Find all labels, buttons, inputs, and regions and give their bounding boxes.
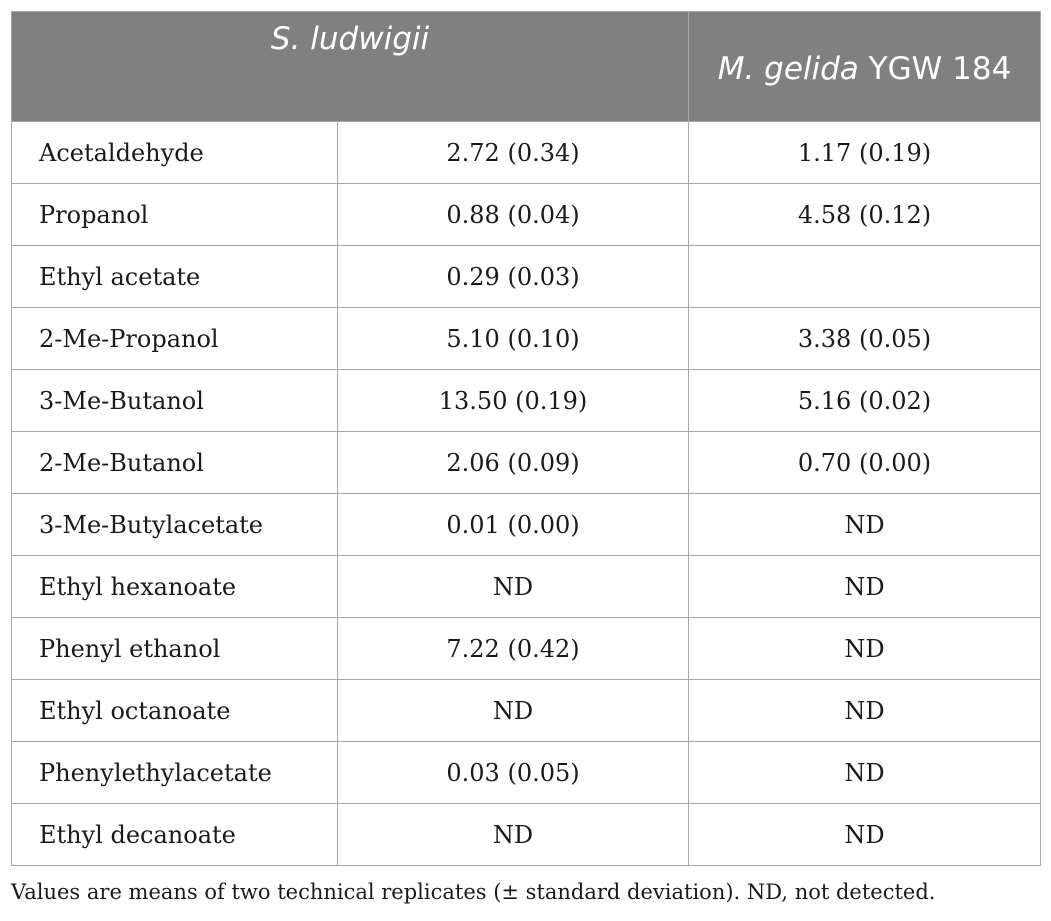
s-ludwigii-value-cell: ND bbox=[338, 680, 689, 742]
m-gelida-value-cell: ND bbox=[689, 680, 1041, 742]
table-row bbox=[12, 184, 1041, 246]
s-ludwigii-value-cell: 0.03 (0.05) bbox=[338, 742, 689, 804]
m-gelida-value-cell: ND bbox=[689, 742, 1041, 804]
compound-name-cell: Ethyl hexanoate bbox=[12, 556, 338, 618]
s-ludwigii-value-cell: 0.01 (0.00) bbox=[338, 494, 689, 556]
table-row bbox=[12, 122, 1041, 184]
header-s-ludwigii bbox=[12, 12, 689, 122]
m-gelida-value-cell: 4.58 (0.12) bbox=[689, 184, 1041, 246]
compound-name-cell: Ethyl acetate bbox=[12, 246, 338, 308]
header-row bbox=[12, 12, 1041, 122]
header-s-ludwigii-species: S. ludwigii bbox=[270, 21, 430, 57]
table-footnote: Values are means of two technical replicates (± standard deviation). ND, not detected. bbox=[11, 880, 936, 904]
s-ludwigii-value-cell: ND bbox=[338, 556, 689, 618]
s-ludwigii-value-cell: 5.10 (0.10) bbox=[338, 308, 689, 370]
table-row bbox=[12, 556, 1041, 618]
table-row bbox=[12, 804, 1041, 866]
m-gelida-value-cell: 1.17 (0.19) bbox=[689, 122, 1041, 184]
table-row bbox=[12, 618, 1041, 680]
s-ludwigii-value-cell: 13.50 (0.19) bbox=[338, 370, 689, 432]
table-row bbox=[12, 742, 1041, 804]
header-m-gelida-species: M. gelida bbox=[717, 50, 859, 87]
m-gelida-value-cell: 0.70 (0.00) bbox=[689, 432, 1041, 494]
compound-name-cell: 3-Me-Butanol bbox=[12, 370, 338, 432]
m-gelida-value-cell: ND bbox=[689, 494, 1041, 556]
s-ludwigii-value-cell: ND bbox=[338, 804, 689, 866]
compound-name-cell: Ethyl decanoate bbox=[12, 804, 338, 866]
compound-name-cell: Ethyl octanoate bbox=[12, 680, 338, 742]
compound-name-cell: Phenylethylacetate bbox=[12, 742, 338, 804]
compound-name-cell: 2-Me-Butanol bbox=[12, 432, 338, 494]
table-body bbox=[12, 122, 1041, 866]
m-gelida-value-cell bbox=[689, 246, 1041, 308]
compounds-table bbox=[11, 11, 1041, 866]
table-header bbox=[12, 12, 1041, 122]
m-gelida-value-cell: 3.38 (0.05) bbox=[689, 308, 1041, 370]
compound-name-cell: 3-Me-Butylacetate bbox=[12, 494, 338, 556]
s-ludwigii-value-cell: 7.22 (0.42) bbox=[338, 618, 689, 680]
data-table-container bbox=[11, 11, 1040, 866]
m-gelida-value-cell: ND bbox=[689, 618, 1041, 680]
compound-name-cell: 2-Me-Propanol bbox=[12, 308, 338, 370]
s-ludwigii-value-cell: 2.06 (0.09) bbox=[338, 432, 689, 494]
table-row bbox=[12, 370, 1041, 432]
table-row bbox=[12, 246, 1041, 308]
s-ludwigii-value-cell: 0.88 (0.04) bbox=[338, 184, 689, 246]
header-m-gelida bbox=[689, 12, 1041, 122]
table-row bbox=[12, 432, 1041, 494]
header-m-gelida-strain: YGW 184 bbox=[858, 50, 1012, 87]
table-row bbox=[12, 494, 1041, 556]
s-ludwigii-value-cell: 2.72 (0.34) bbox=[338, 122, 689, 184]
m-gelida-value-cell: ND bbox=[689, 556, 1041, 618]
table-row bbox=[12, 680, 1041, 742]
compound-name-cell: Acetaldehyde bbox=[12, 122, 338, 184]
m-gelida-value-cell: ND bbox=[689, 804, 1041, 866]
table-row bbox=[12, 308, 1041, 370]
m-gelida-value-cell: 5.16 (0.02) bbox=[689, 370, 1041, 432]
compound-name-cell: Propanol bbox=[12, 184, 338, 246]
compound-name-cell: Phenyl ethanol bbox=[12, 618, 338, 680]
s-ludwigii-value-cell: 0.29 (0.03) bbox=[338, 246, 689, 308]
